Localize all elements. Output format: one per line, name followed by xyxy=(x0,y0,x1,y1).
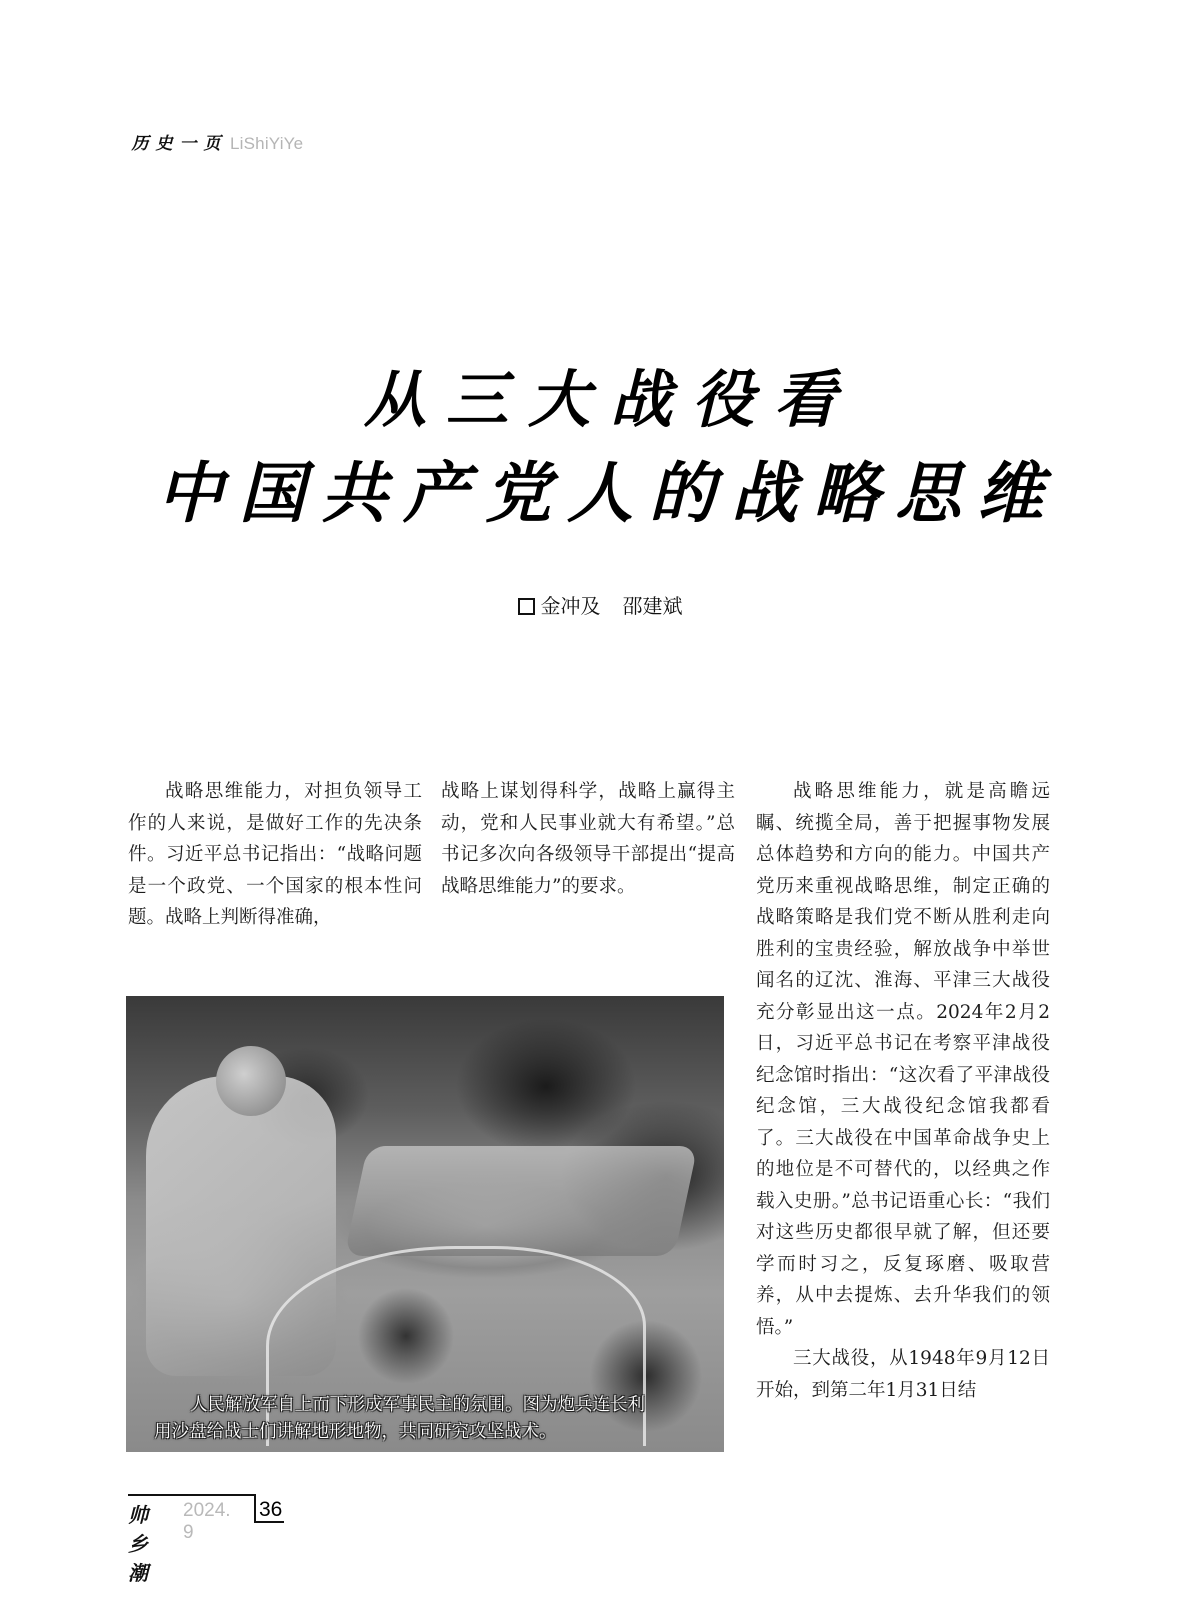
historical-photo xyxy=(126,996,724,1452)
author-name: 邵建斌 xyxy=(622,594,683,618)
section-char: 页 xyxy=(200,133,224,155)
section-char: 一 xyxy=(176,133,200,155)
issue-number: 2024. 9 xyxy=(183,1500,231,1543)
photo-caption xyxy=(126,1392,724,1446)
article-title-line2: 中国共产党人的战略思维 xyxy=(157,455,1059,532)
byline xyxy=(0,590,1200,619)
paragraph: 三大战役，从1948年9月12日开始，到第二年1月31日结 xyxy=(756,1348,1050,1401)
author-name: 金冲及 xyxy=(540,594,601,618)
byline-box-icon xyxy=(518,598,535,615)
photo-head-shape xyxy=(216,1046,286,1116)
footer-rule xyxy=(254,1494,256,1522)
article-title-line1: 从三大战役看 xyxy=(363,363,856,436)
paragraph: 战略思维能力，就是高瞻远瞩、统揽全局，善于把握事物发展总体趋势和方向的能力。中国共产党历来重视战略思维，制定正确的战略策略是我们党不断从胜利走向胜利的宝贵经验，解放战争中举世闻名的辽沈、淮海、平津三大战役充分彰显出这一点。2024年2月2日，习近平总书记在考察平津战役纪念馆时指出：“这次看了平津战役纪念馆，三大战役纪念馆我都看了。三大战役在中国革命战争史上的地位是不可替代的，以经典之作载入史册。”总书记语重心长：“我们对这些历史都很早就了解，但还要学而时习之，反复琢磨、吸取营养，从中去提炼、去升华我们的领悟。” xyxy=(756,781,1050,1338)
footer-rule xyxy=(128,1494,255,1496)
caption-line: 人民解放军自上而下形成军事民主的氛围。图为炮兵连长利 xyxy=(190,1395,645,1415)
section-title-en: LiShiYiYe xyxy=(230,134,304,153)
page-number: 36 xyxy=(259,1498,283,1521)
caption-line: 用沙盘给战士们讲解地形地物，共同研究攻坚战术。 xyxy=(154,1422,557,1442)
text-column-3 xyxy=(756,776,1050,1406)
text-column-1 xyxy=(128,776,422,934)
section-char: 史 xyxy=(152,133,176,155)
magazine-name: 帅乡潮 xyxy=(128,1503,147,1585)
section-title-zh xyxy=(128,133,224,155)
photo-sand-table-shape xyxy=(344,1146,697,1256)
text-column-2 xyxy=(441,776,735,902)
paragraph: 战略思维能力，对担负领导工作的人来说，是做好工作的先决条件。习近平总书记指出：“战略问题是一个政党、一个国家的根本性问题。战略上判断得准确， xyxy=(128,781,422,928)
paragraph: 战略上谋划得科学，战略上赢得主动，党和人民事业就大有希望。”总书记多次向各级领导干部提出“提高战略思维能力”的要求。 xyxy=(441,781,735,897)
section-char: 历 xyxy=(128,133,152,155)
section-header xyxy=(128,133,303,155)
